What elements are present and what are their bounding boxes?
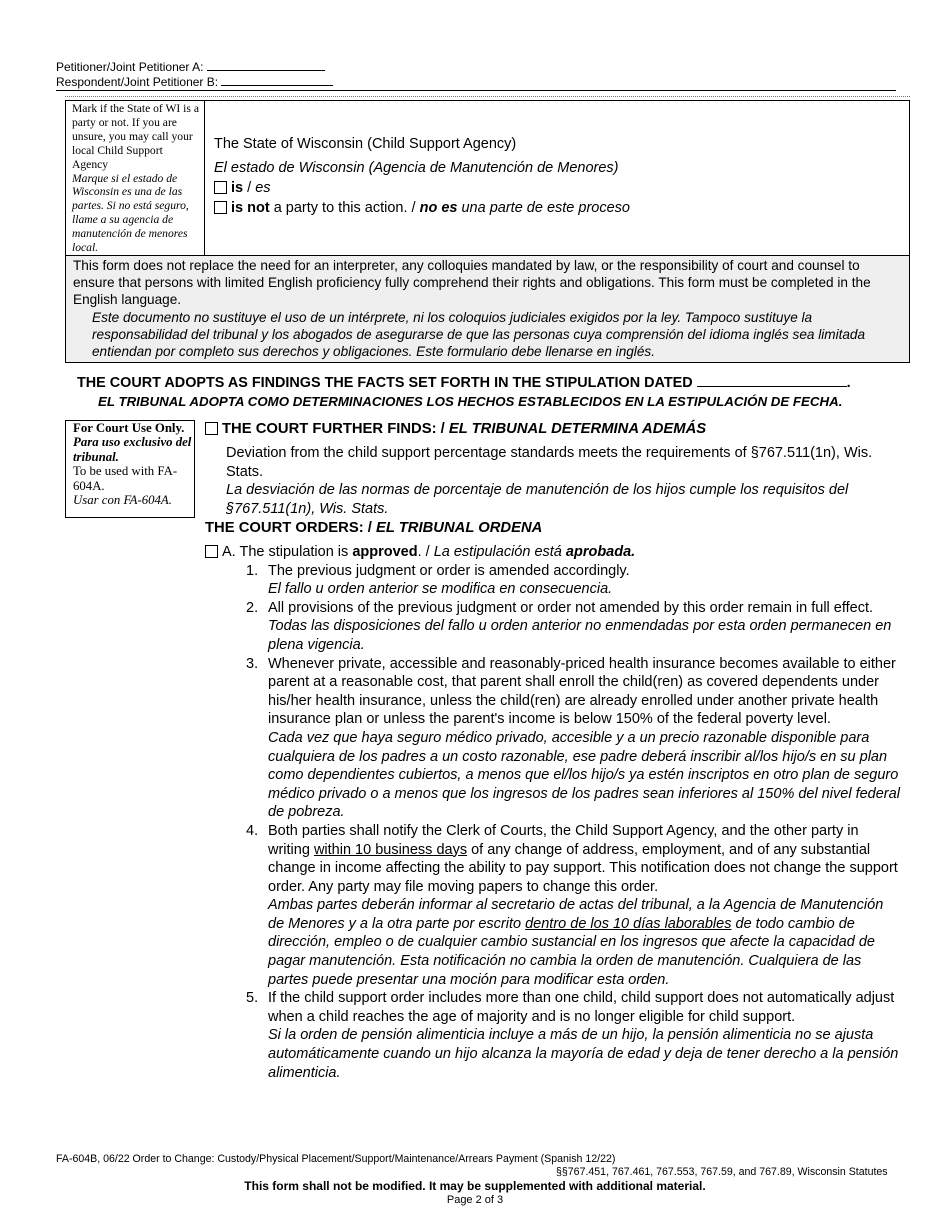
footer-page-number: Page 2 of 3 (446, 1194, 504, 1206)
petitioner-line (56, 59, 325, 74)
state-party-note (66, 101, 205, 255)
item-4-es-deadline: dentro de los 10 días laborables (525, 915, 732, 932)
list-item (246, 562, 901, 599)
agency-es: El estado de Wisconsin (Agencia de Manutención de Menores) (214, 160, 619, 176)
court-orders-heading-en: THE COURT ORDERS: / (205, 520, 376, 536)
order-a-prefix: A. The stipulation is (222, 544, 353, 560)
further-finds-checkbox[interactable] (205, 422, 218, 435)
state-note-es: Marque si el estado de Wisconsin es una de las partes. Si no está seguro, llame a su agencia de manutención de menores local. (72, 171, 189, 255)
agency-en: The State of Wisconsin (Child Support Agency) (214, 136, 517, 152)
item-5-es: Si la orden de pensión alimenticia incluye a más de un hijo, la pensión alimenticia no se ajusta automáticamente cuando un hijo alcanza la mayoría de edad y deja de tener derecho a la pensión alimenticia. (268, 1027, 899, 1081)
order-a-es-approved: aprobada. (565, 544, 636, 560)
item-4-es (268, 896, 901, 989)
is-not-rest-es: una parte de este proceso (457, 200, 630, 216)
footer-statutes: §§767.451, 767.461, 767.553, 767.59, and 767.89, Wisconsin Statutes (556, 1166, 888, 1178)
order-a-approved: approved (352, 544, 418, 560)
petitioner-label: Petitioner/Joint Petitioner A: (56, 60, 204, 74)
item-5-en: If the child support order includes more than one child, child support does not automatically adjust when a child reaches the age of majority and is no longer eligible for child support. (268, 990, 895, 1025)
further-finds-section (205, 420, 905, 518)
is-label-es: es (255, 180, 271, 196)
header-divider-dotted (65, 96, 910, 97)
header-divider (56, 90, 896, 91)
is-not-rest-en: a party to this action. / (269, 200, 420, 216)
list-item (246, 989, 901, 1082)
item-4-en-deadline: within 10 business days (313, 841, 468, 858)
court-use-es: Usar con FA-604A. (73, 493, 172, 508)
item-3-en: Whenever private, accessible and reasonably-priced health insurance becomes available to either parent at a reasonable cost, that parent shall enroll the child(ren) as covered dependents under his/her health insurance, unless the child(ren) are already enrolled under another private health insurance plan or unless the parent's income is below 150% of the federal poverty level. (268, 655, 896, 728)
footer-notice: This form shall not be modified. It may be supplemented with additional material. (244, 1179, 706, 1193)
court-orders-heading (205, 519, 905, 538)
is-sep: / (243, 180, 256, 196)
is-label-en: is (231, 180, 244, 196)
item-4-es-b: de todo cambio de dirección, empleo o de cualquier cambio sustancial en los ingresos que afecte la capacidad de pagar manutención. Esta notificación no cambia la orden de manutención. Cualquiera de las partes puede presentar una moción para modificar esta orden. (268, 915, 875, 988)
order-a-checkbox[interactable] (205, 545, 218, 558)
order-a-sep: . / (417, 544, 434, 560)
item-4-en (268, 822, 901, 896)
adopts-en-end: . (846, 375, 851, 391)
court-use-box (65, 420, 195, 518)
item-number: 1. (246, 562, 259, 579)
footer-form-id: FA-604B, 06/22 Order to Change: Custody/Physical Placement/Support/Maintenance/Arrears Payment (Spanish 12/22) (56, 1153, 616, 1165)
item-4-en-a: Both parties shall notify the Clerk of Courts, the Child Support Agency, and the other party in writing (268, 822, 859, 858)
list-item (246, 599, 901, 655)
is-not-checkbox[interactable] (214, 201, 227, 214)
court-orders-heading-es: EL TRIBUNAL ORDENA (376, 520, 543, 536)
stipulation-date-field[interactable] (697, 373, 847, 387)
is-checkbox[interactable] (214, 181, 227, 194)
adopts-heading-en (77, 373, 851, 392)
list-item (246, 822, 901, 989)
adopts-heading-es: EL TRIBUNAL ADOPTA COMO DETERMINACIONES LOS HECHOS ESTABLECIDOS EN LA ESTIPULACIÓN DE FECHA. (98, 394, 843, 409)
option-is (214, 179, 630, 197)
item-3-es: Cada vez que haya seguro médico privado, accesible y a un precio razonable disponible para cualquiera de los padres a un costo razonable, ese padre deberá inscribir al/los hijo/s en su plan como dependientes cubiertos, a menos que el/los hijo/s ya estén inscriptos en otro plan de seguro médico privado o a menos que los ingresos de los padres sean inferiores al 150% del nivel federal de pobreza. (268, 729, 900, 821)
court-use-title-es: Para uso exclusivo del tribunal. (73, 435, 192, 464)
item-number: 3. (246, 655, 259, 672)
item-1-es: El fallo u orden anterior se modifica en consecuencia. (268, 581, 613, 598)
further-finds-text-en: Deviation from the child support percentage standards meets the requirements of §767.511(1n), Wis. Stats. (226, 445, 873, 480)
order-a-es: La estipulación está (433, 544, 566, 560)
adopts-en-text: THE COURT ADOPTS AS FINDINGS THE FACTS SET FORTH IN THE STIPULATION DATED (77, 375, 693, 391)
court-use-title-en: For Court Use Only. (73, 421, 185, 435)
is-not-label-en: is not (231, 200, 270, 216)
respondent-label: Respondent/Joint Petitioner B: (56, 75, 219, 89)
petitioner-field[interactable] (207, 59, 325, 71)
notice-en: This form does not replace the need for an interpreter, any colloquies mandated by law, or the responsibility of court and counsel to ensure that persons with limited English proficiency fully comprehend their rights and obligations. This form must be completed in the English language. (73, 258, 871, 308)
item-4-es-a: Ambas partes deberán informar al secretario de actas del tribunal, a la Agencia de Manutención de Menores y a la otra parte por escrito (268, 897, 884, 932)
notice-es: Este documento no sustituye el uso de un intérprete, ni los coloquios judiciales exigidos por la ley. Tampoco sustituye la responsabilidad del tribunal y los abogados de asegurarse de que las personas cuya comprensión del idioma inglés sea limitada entiendan por completo sus derechos y obligaciones. Este formulario debe llenarse en inglés. (92, 309, 866, 360)
item-number: 2. (246, 599, 259, 616)
further-finds-heading-es: EL TRIBUNAL DETERMINA ADEMÁS (448, 421, 707, 437)
state-note-en: Mark if the State of WI is a party or not. If you are unsure, you may call your local Child Support Agency (72, 102, 199, 171)
item-2-en: All provisions of the previous judgment or order not amended by this order remain in full effect. (268, 599, 874, 616)
interpreter-notice (65, 255, 910, 363)
court-use-en: To be used with FA-604A. (73, 464, 178, 493)
is-not-label-es: no es (419, 200, 458, 216)
order-a (205, 543, 905, 562)
state-party-options (214, 135, 630, 217)
option-is-not (214, 199, 630, 217)
further-finds-heading-en: THE COURT FURTHER FINDS: / (222, 421, 449, 437)
further-finds-heading (205, 420, 905, 439)
item-4-en-b: of any change of address, employment, and of any substantial change in income affecting the ability to pay support. This notification does not change the support order. Any party may file moving papers to change this order. (268, 841, 898, 895)
item-number: 5. (246, 990, 259, 1007)
respondent-line (56, 74, 333, 89)
item-2-es: Todas las disposiciones del fallo u orden anterior no enmendadas por esta orden permanecen en plena vigencia. (268, 618, 892, 653)
respondent-field[interactable] (221, 74, 333, 86)
item-1-en: The previous judgment or order is amended accordingly. (268, 562, 630, 579)
order-items (246, 562, 901, 1083)
state-party-box (65, 100, 910, 255)
further-finds-text-es: La desviación de las normas de porcentaje de manutención de los hijos cumple los requisitos del §767.511(1n), Wis. Stats. (226, 482, 849, 517)
further-finds-body (205, 444, 905, 518)
item-number: 4. (246, 822, 259, 839)
list-item (246, 655, 901, 822)
court-orders-section (205, 519, 905, 1082)
